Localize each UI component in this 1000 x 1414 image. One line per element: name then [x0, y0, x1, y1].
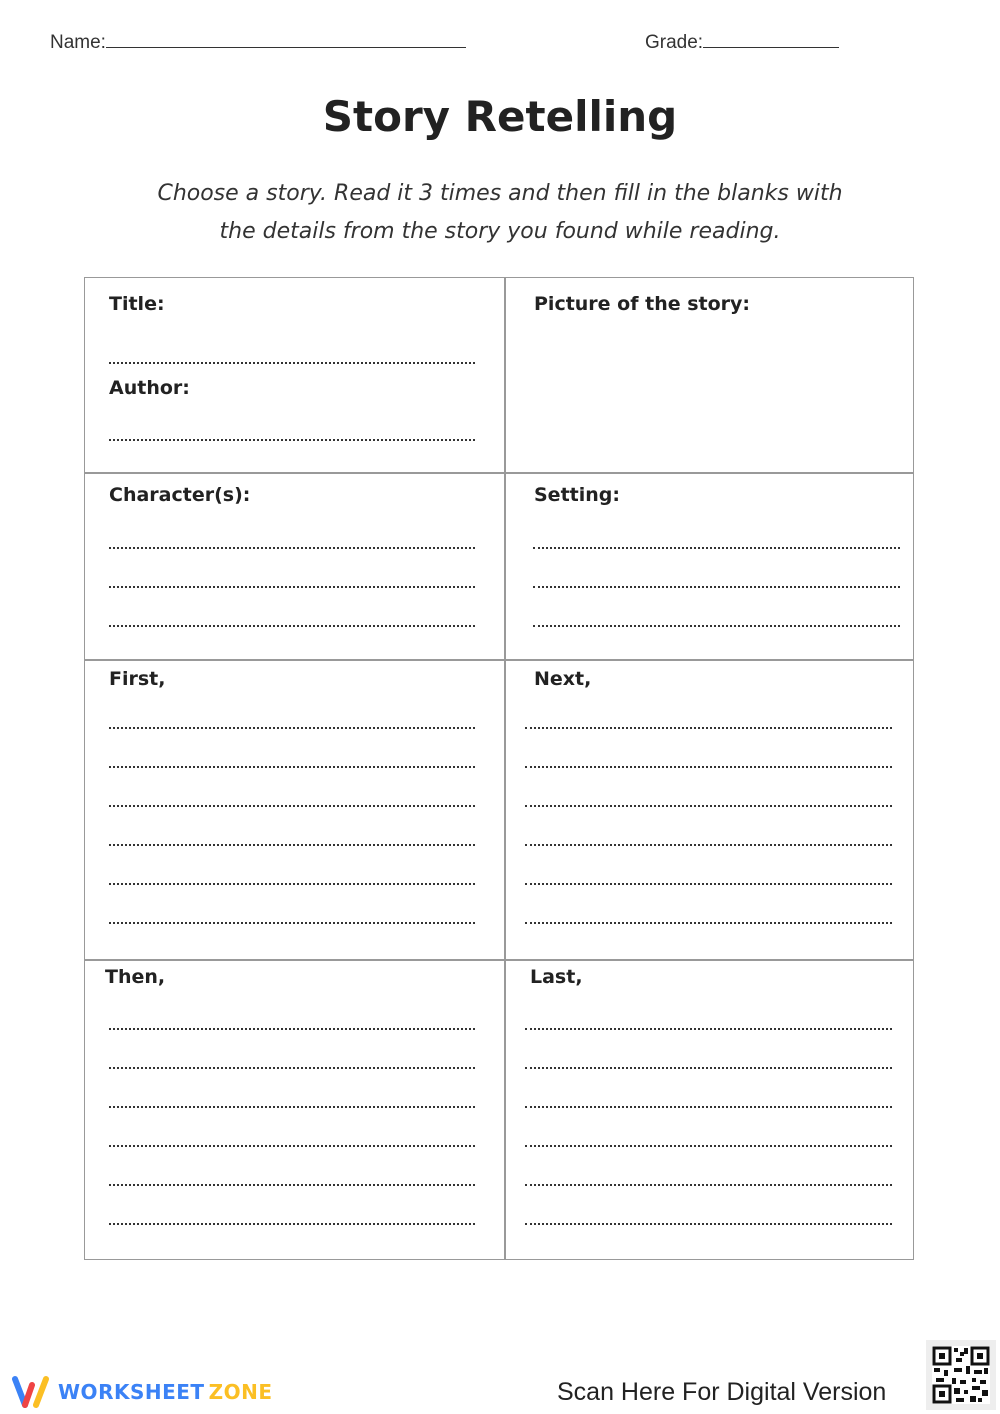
name-blank[interactable] [106, 33, 466, 48]
scan-text: Scan Here For Digital Version [557, 1378, 887, 1406]
characters-blank[interactable] [109, 547, 475, 549]
first-blank[interactable] [109, 883, 475, 885]
instructions [120, 175, 880, 251]
worksheetzone-logo-icon [10, 1375, 50, 1409]
next-blank[interactable] [525, 805, 892, 807]
setting-blank[interactable] [533, 586, 900, 588]
then-blank[interactable] [109, 1223, 475, 1225]
first-label: First, [109, 668, 166, 690]
grade-field[interactable] [645, 32, 839, 54]
next-blank[interactable] [525, 844, 892, 846]
picture-area[interactable] [510, 323, 905, 468]
next-blank[interactable] [525, 727, 892, 729]
author-label: Author: [109, 377, 190, 399]
setting-blank[interactable] [533, 625, 900, 627]
characters-blank[interactable] [109, 625, 475, 627]
last-blank[interactable] [525, 1223, 892, 1225]
last-blank[interactable] [525, 1184, 892, 1186]
picture-label: Picture of the story: [534, 293, 751, 315]
grid-divider [85, 959, 913, 961]
then-blank[interactable] [109, 1067, 475, 1069]
first-blank[interactable] [109, 844, 475, 846]
title-label: Title: [109, 293, 165, 315]
next-blank[interactable] [525, 883, 892, 885]
first-blank[interactable] [109, 805, 475, 807]
then-blank[interactable] [109, 1184, 475, 1186]
last-blank[interactable] [525, 1028, 892, 1030]
last-blank[interactable] [525, 1067, 892, 1069]
characters-blank[interactable] [109, 586, 475, 588]
qr-code-icon[interactable] [926, 1340, 996, 1410]
characters-label: Character(s): [109, 484, 251, 506]
last-blank[interactable] [525, 1145, 892, 1147]
setting-blank[interactable] [533, 547, 900, 549]
grade-label: Grade: [645, 32, 704, 53]
grid-divider [85, 472, 913, 474]
then-blank[interactable] [109, 1106, 475, 1108]
next-blank[interactable] [525, 766, 892, 768]
next-blank[interactable] [525, 922, 892, 924]
next-label: Next, [534, 668, 592, 690]
then-blank[interactable] [109, 1145, 475, 1147]
name-label: Name: [50, 32, 106, 53]
story-grid [84, 277, 914, 1260]
first-blank[interactable] [109, 727, 475, 729]
last-label: Last, [530, 966, 583, 988]
grid-divider-vertical [504, 278, 506, 1259]
instructions-line-1: Choose a story. Read it 3 times and then fill in the blanks with [157, 181, 843, 206]
title-blank[interactable] [109, 362, 475, 364]
then-label: Then, [105, 966, 166, 988]
setting-label: Setting: [534, 484, 620, 506]
brand-name-part2: ZONE [208, 1380, 273, 1404]
last-blank[interactable] [525, 1106, 892, 1108]
then-blank[interactable] [109, 1028, 475, 1030]
brand-logo [10, 1375, 272, 1409]
author-blank[interactable] [109, 439, 475, 441]
name-field[interactable] [50, 32, 466, 54]
brand-name-part1: WORKSHEET [58, 1380, 205, 1404]
instructions-line-2: the details from the story you found while reading. [219, 219, 781, 244]
page-title: Story Retelling [322, 92, 678, 141]
grid-divider [85, 659, 913, 661]
first-blank[interactable] [109, 766, 475, 768]
first-blank[interactable] [109, 922, 475, 924]
grade-blank[interactable] [703, 33, 839, 48]
